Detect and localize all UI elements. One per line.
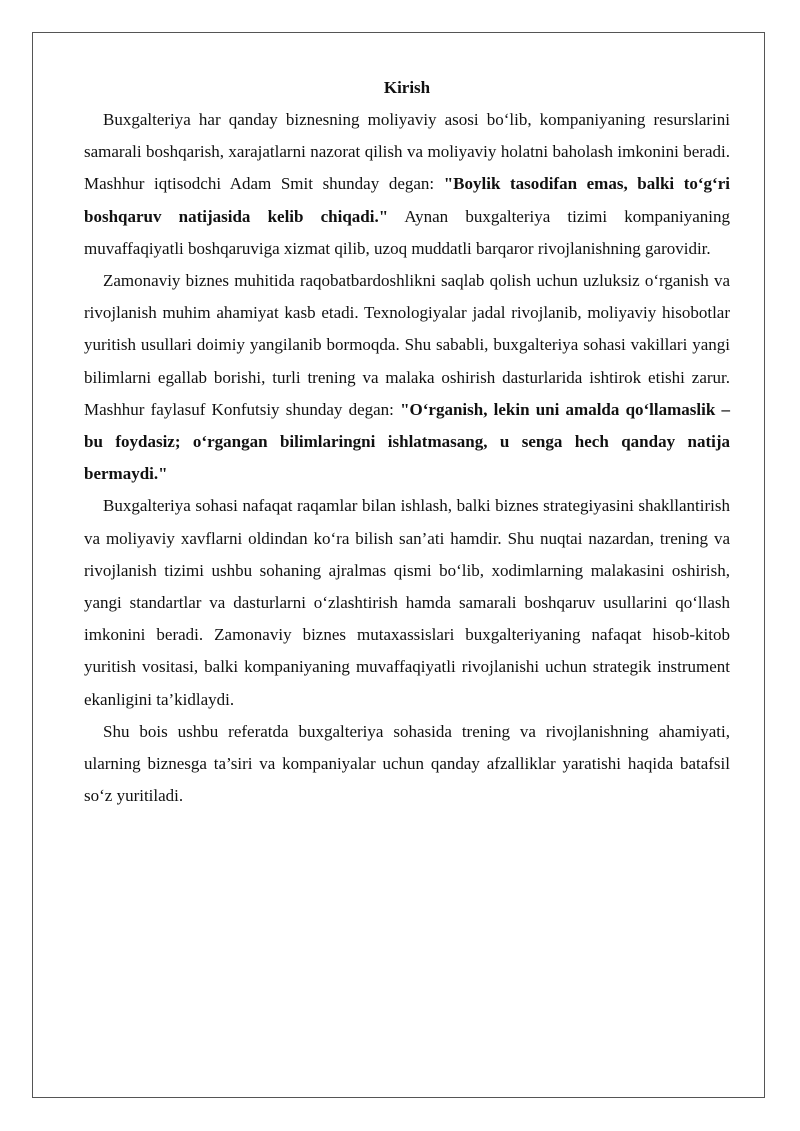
quote-adam-smith: "Boylik tasodifan emas, balki to‘g‘ri boshqaruv natijasida kelib chiqadi." (84, 174, 730, 226)
document-body (84, 72, 730, 812)
paragraph-text: Buxgalteriya har qanday biznesning moliyaviy asosi bo‘lib, kompaniyaning resurslarini samarali boshqarish, xarajatlarni nazorat qilish va moliyaviy holatni baholash imkonini beradi. Mashhur iqtisodchi Adam Smit shunday degan: (84, 110, 730, 194)
paragraph-intro (84, 104, 730, 265)
quote-confucius: "O‘rganish, lekin uni amalda qo‘llamaslik – bu foydasiz; o‘rgangan bilimlaringni ishlatmasang, u senga hech qanday natija bermaydi." (84, 399, 730, 484)
paragraph-text: Aynan buxgalteriya tizimi kompaniyaning muvaffaqiyatli boshqaruviga xizmat qilib, uzoq muddatli barqaror rivojlanishning garovidir. (84, 206, 731, 258)
paragraph-strategy: Buxgalteriya sohasi nafaqat raqamlar bilan ishlash, balki biznes strategiyasini shakllantirish va moliyaviy xavflarni oldindan ko‘ra bilish san’ati hamdir. Shu nuqtai nazardan, trening va rivojlanish tizimi ushbu sohaning ajralmas qismi bo‘lib, xodimlarning malakasini oshirish, yangi standartlar va dasturlarni o‘zlashtirish hamda samarali boshqaruv usullarini qo‘llash imkonini beradi. Zamonaviy biznes mutaxassislari buxgalteriyaning nafaqat hisob-kitob yuritish vositasi, balki kompaniyaning muvaffaqiyatli rivojlanishi uchun strategik instrument ekanligini ta’kidlaydi. (84, 496, 730, 709)
paragraph-conclusion: Shu bois ushbu referatda buxgalteriya sohasida trening va rivojlanishning ahamiyati, ularning biznesga ta’siri va kompaniyalar uchun qanday afzalliklar yaratishi haqida batafsil so‘z yuritiladi. (84, 721, 730, 806)
paragraph-text: Zamonaviy biznes muhitida raqobatbardoshlikni saqlab qolish uchun uzluksiz o‘rganish va rivojlanish muhim ahamiyat kasb etadi. Texnologiyalar jadal rivojlanib, moliyaviy hisobotlar yuritish usullari doimiy yangilanib bormoqda. Shu sababli, buxgalteriya sohasi vakillari yangi bilimlarni egallab borishi, turli trening va malaka oshirish dasturlarida ishtirok etishi zarur. Mashhur faylasuf Konfutsiy shunday degan: (84, 271, 730, 419)
paragraph-learning (84, 265, 730, 490)
document-title: Kirish (383, 78, 431, 97)
